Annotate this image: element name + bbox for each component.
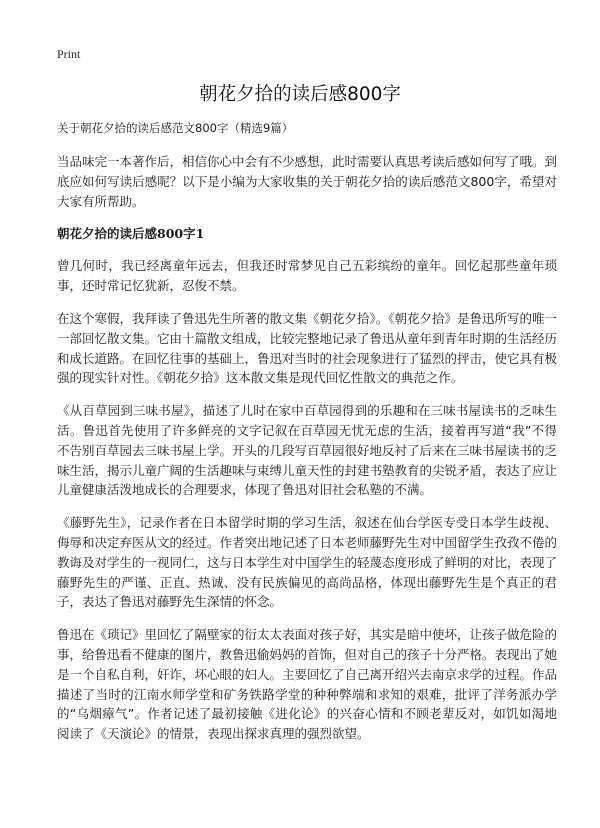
body-paragraph: 《从百草园到三味书屋》，描述了儿时在家中百草园得到的乐趣和在三味书屋读书的乏味生活。鲁迅首先使用了许多鲜亮的文字记叙在百草园无忧无虑的生活，接着再写道“我”不得不告别百草园去三味书屋上学。开头的几段写百草园很好地反衬了后来在三味书屋读书的乏味生活，揭示儿童广阔的生活趣味与束缚儿童天性的封建书塾教育的尖锐矛盾，表达了应让儿童健康活泼地成长的合理要求，体现了鲁迅对旧社会私塾的不满。	[57, 403, 558, 498]
body-paragraph: 在这个寒假，我拜读了鲁迅先生所著的散文集《朝花夕拾》。《朝花夕拾》是鲁迅所写的唯一一部回忆散文集。它由十篇散文组成，比较完整地记录了鲁迅从童年到青年时期的生活经历和成长道路。在回忆往事的基础上，鲁迅对当时的社会现象进行了猛烈的抨击，使它具有极强的现实针对性。《朝花夕拾》这本散文集是现代回忆性散文的典范之作。	[57, 310, 558, 386]
section-heading: 朝花夕拾的读后感800字1	[57, 226, 205, 242]
page-title: 朝花夕拾的读后感800字	[199, 84, 401, 105]
body-paragraph: 《藤野先生》，记录作者在日本留学时期的学习生活，叙述在仙台学医专受日本学生歧视、侮辱和决定弃医从文的经过。作者突出地记述了日本老师藤野先生对中国留学生孜孜不倦的教诲及对学生的一视同仁，这与日本学生对中国学生的轻蔑态度形成了鲜明的对比，表现了藤野先生的严谨、正直、热诚、没有民族偏见的高尚品格，体现出藤野先生是个真正的君子，表达了鲁迅对藤野先生深情的怀念。	[57, 515, 558, 610]
intro-paragraph: 当品味完一本著作后，相信你心中会有不少感想，此时需要认真思考读后感如何写了哦。到底应如何写读后感呢？以下是小编为大家收集的关于朝花夕拾的读后感范文800字，希望对大家有所帮助。	[57, 154, 558, 209]
body-paragraph: 曾几何时，我已经离童年远去，但我还时常梦见自己五彩缤纷的童年。回忆起那些童年琐事，还时常记忆犹新，忍俊不禁。	[57, 258, 557, 294]
document-subtitle: 关于朝花夕拾的读后感范文800字（精选9篇）	[57, 121, 294, 135]
body-paragraph: 鲁迅在《琐记》里回忆了隔壁家的衍太太表面对孩子好，其实是暗中使坏，让孩子做危险的事，给鲁迅看不健康的图片，教鲁迅偷妈妈的首饰，但对自己的孩子十分严格。表现出了她是一个自私自利，奸诈，坏心眼的妇人。主要回忆了自己离开绍兴去南京求学的过程。作品描述了当时的江南水师学堂和矿务铁路学堂的种种弊端和求知的艰难，批评了洋务派办学的“乌烟瘴气”。作者记述了最初接触《进化论》的兴奋心情和不顾老辈反对，如饥如渴地阅读了《天演论》的情景，表现出探求真理的强烈欲望。	[57, 627, 558, 742]
document-body	[57, 119, 557, 757]
print-link[interactable]: Print	[57, 47, 81, 61]
